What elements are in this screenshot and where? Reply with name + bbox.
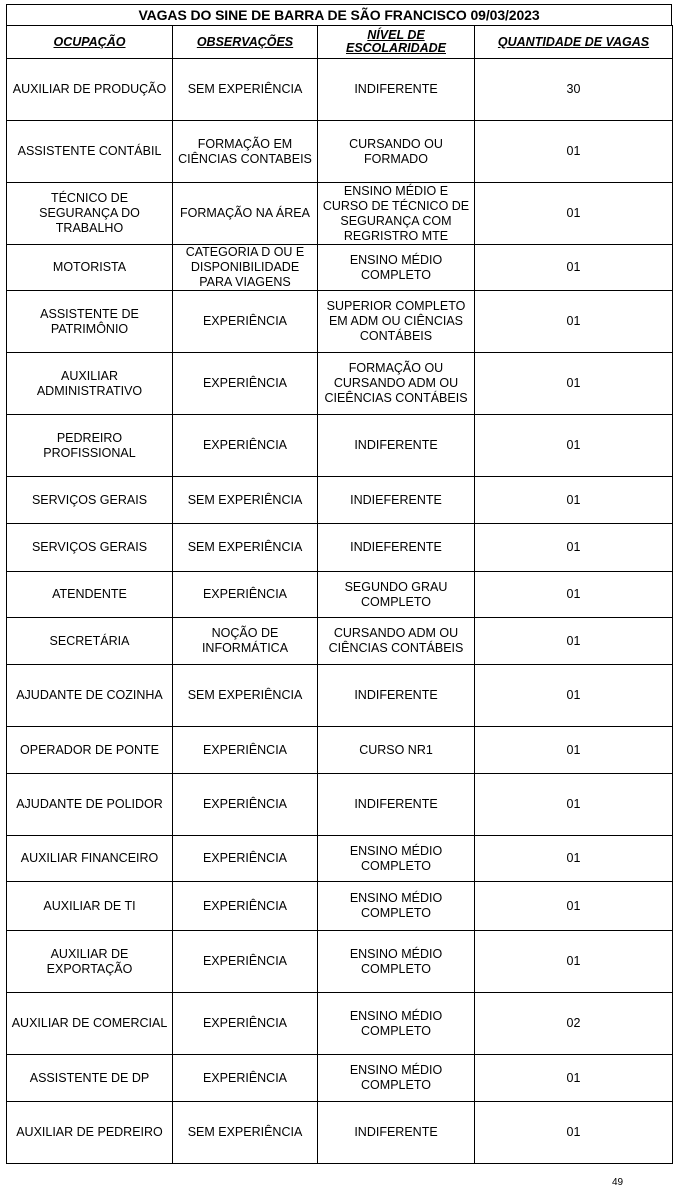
education-cell: INDIEFERENTE	[318, 524, 475, 572]
observations-cell: SEM EXPERIÊNCIA	[173, 524, 318, 572]
occupation-cell: AUXILIAR ADMINISTRATIVO	[7, 353, 173, 415]
occupation-cell: OPERADOR DE PONTE	[7, 727, 173, 774]
table-row	[7, 59, 673, 121]
education-cell: ENSINO MÉDIO COMPLETO	[318, 993, 475, 1055]
observations-cell: CATEGORIA D OU E DISPONIBILIDADE PARA VIAGENS	[173, 245, 318, 291]
vacancies-cell: 01	[475, 524, 673, 572]
occupation-cell: AUXILIAR DE PEDREIRO	[7, 1102, 173, 1164]
occupation-cell: AUXILIAR DE PRODUÇÃO	[7, 59, 173, 121]
vacancies-cell: 01	[475, 291, 673, 353]
table-row	[7, 415, 673, 477]
table-row	[7, 882, 673, 931]
occupation-cell: AUXILIAR DE EXPORTAÇÃO	[7, 931, 173, 993]
table-row	[7, 477, 673, 524]
vacancies-table	[6, 25, 673, 1164]
table-row	[7, 931, 673, 993]
table-row	[7, 774, 673, 836]
observations-cell: SEM EXPERIÊNCIA	[173, 665, 318, 727]
observations-cell: SEM EXPERIÊNCIA	[173, 59, 318, 121]
occupation-cell: ASSISTENTE DE PATRIMÔNIO	[7, 291, 173, 353]
vacancies-cell: 01	[475, 183, 673, 245]
education-cell: SUPERIOR COMPLETO EM ADM OU CIÊNCIAS CONTÁBEIS	[318, 291, 475, 353]
job-vacancies-sheet	[6, 4, 672, 1164]
observations-cell: EXPERIÊNCIA	[173, 836, 318, 882]
table-row	[7, 993, 673, 1055]
occupation-cell: ASSISTENTE DE DP	[7, 1055, 173, 1102]
vacancies-cell: 01	[475, 415, 673, 477]
education-cell: INDIFERENTE	[318, 774, 475, 836]
vacancies-cell: 01	[475, 774, 673, 836]
table-row	[7, 353, 673, 415]
vacancies-cell: 01	[475, 665, 673, 727]
table-row	[7, 618, 673, 665]
table-row	[7, 727, 673, 774]
table-row	[7, 291, 673, 353]
occupation-cell: MOTORISTA	[7, 245, 173, 291]
observations-cell: FORMAÇÃO NA ÁREA	[173, 183, 318, 245]
occupation-cell: AUXILIAR DE COMERCIAL	[7, 993, 173, 1055]
vacancies-cell: 01	[475, 121, 673, 183]
page-number: 49	[612, 1177, 624, 1188]
observations-cell: EXPERIÊNCIA	[173, 882, 318, 931]
occupation-cell: AJUDANTE DE POLIDOR	[7, 774, 173, 836]
observations-cell: EXPERIÊNCIA	[173, 291, 318, 353]
education-cell: ENSINO MÉDIO COMPLETO	[318, 1055, 475, 1102]
header-observations: OBSERVAÇÕES	[173, 26, 318, 59]
vacancies-cell: 01	[475, 882, 673, 931]
occupation-cell: SECRETÁRIA	[7, 618, 173, 665]
education-cell: CURSANDO OU FORMADO	[318, 121, 475, 183]
table-row	[7, 665, 673, 727]
vacancies-cell: 01	[475, 1055, 673, 1102]
vacancies-cell: 02	[475, 993, 673, 1055]
education-cell: FORMAÇÃO OU CURSANDO ADM OU CIEÊNCIAS CONTÁBEIS	[318, 353, 475, 415]
education-cell: INDIFERENTE	[318, 1102, 475, 1164]
occupation-cell: AUXILIAR DE TI	[7, 882, 173, 931]
education-cell: CURSANDO ADM OU CIÊNCIAS CONTÁBEIS	[318, 618, 475, 665]
table-row	[7, 1055, 673, 1102]
education-cell: ENSINO MÉDIO COMPLETO	[318, 931, 475, 993]
vacancies-cell: 01	[475, 245, 673, 291]
education-cell: ENSINO MÉDIO COMPLETO	[318, 882, 475, 931]
observations-cell: EXPERIÊNCIA	[173, 415, 318, 477]
observations-cell: SEM EXPERIÊNCIA	[173, 477, 318, 524]
occupation-cell: AJUDANTE DE COZINHA	[7, 665, 173, 727]
vacancies-cell: 01	[475, 477, 673, 524]
vacancies-cell: 01	[475, 727, 673, 774]
occupation-cell: ASSISTENTE CONTÁBIL	[7, 121, 173, 183]
education-cell: CURSO NR1	[318, 727, 475, 774]
observations-cell: EXPERIÊNCIA	[173, 774, 318, 836]
table-row	[7, 121, 673, 183]
table-row	[7, 1102, 673, 1164]
observations-cell: EXPERIÊNCIA	[173, 993, 318, 1055]
occupation-cell: TÉCNICO DE SEGURANÇA DO TRABALHO	[7, 183, 173, 245]
vacancies-cell: 01	[475, 572, 673, 618]
observations-cell: EXPERIÊNCIA	[173, 1055, 318, 1102]
table-header-row	[7, 26, 673, 59]
document-title: VAGAS DO SINE DE BARRA DE SÃO FRANCISCO 09/03/2023	[6, 4, 672, 25]
observations-cell: EXPERIÊNCIA	[173, 572, 318, 618]
header-vacancy-count: QUANTIDADE DE VAGAS	[475, 26, 673, 59]
observations-cell: SEM EXPERIÊNCIA	[173, 1102, 318, 1164]
occupation-cell: SERVIÇOS GERAIS	[7, 477, 173, 524]
occupation-cell: PEDREIRO PROFISSIONAL	[7, 415, 173, 477]
education-cell: SEGUNDO GRAU COMPLETO	[318, 572, 475, 618]
observations-cell: NOÇÃO DE INFORMÁTICA	[173, 618, 318, 665]
occupation-cell: ATENDENTE	[7, 572, 173, 618]
education-cell: INDIFERENTE	[318, 59, 475, 121]
header-occupation: OCUPAÇÃO	[7, 26, 173, 59]
vacancies-cell: 01	[475, 618, 673, 665]
header-education-level: NÍVEL DE ESCOLARIDADE	[318, 26, 475, 59]
observations-cell: EXPERIÊNCIA	[173, 727, 318, 774]
vacancies-cell: 01	[475, 931, 673, 993]
education-cell: ENSINO MÉDIO COMPLETO	[318, 836, 475, 882]
observations-cell: FORMAÇÃO EM CIÊNCIAS CONTABEIS	[173, 121, 318, 183]
vacancies-cell: 30	[475, 59, 673, 121]
vacancies-cell: 01	[475, 836, 673, 882]
table-row	[7, 836, 673, 882]
table-row	[7, 572, 673, 618]
education-cell: ENSINO MÉDIO COMPLETO	[318, 245, 475, 291]
vacancies-cell: 01	[475, 353, 673, 415]
education-cell: INDIFERENTE	[318, 415, 475, 477]
table-row	[7, 524, 673, 572]
education-cell: INDIFERENTE	[318, 665, 475, 727]
vacancies-cell: 01	[475, 1102, 673, 1164]
observations-cell: EXPERIÊNCIA	[173, 353, 318, 415]
table-row	[7, 183, 673, 245]
table-row	[7, 245, 673, 291]
education-cell: ENSINO MÉDIO E CURSO DE TÉCNICO DE SEGURANÇA COM REGRISTRO MTE	[318, 183, 475, 245]
education-cell: INDIEFERENTE	[318, 477, 475, 524]
observations-cell: EXPERIÊNCIA	[173, 931, 318, 993]
occupation-cell: AUXILIAR FINANCEIRO	[7, 836, 173, 882]
occupation-cell: SERVIÇOS GERAIS	[7, 524, 173, 572]
